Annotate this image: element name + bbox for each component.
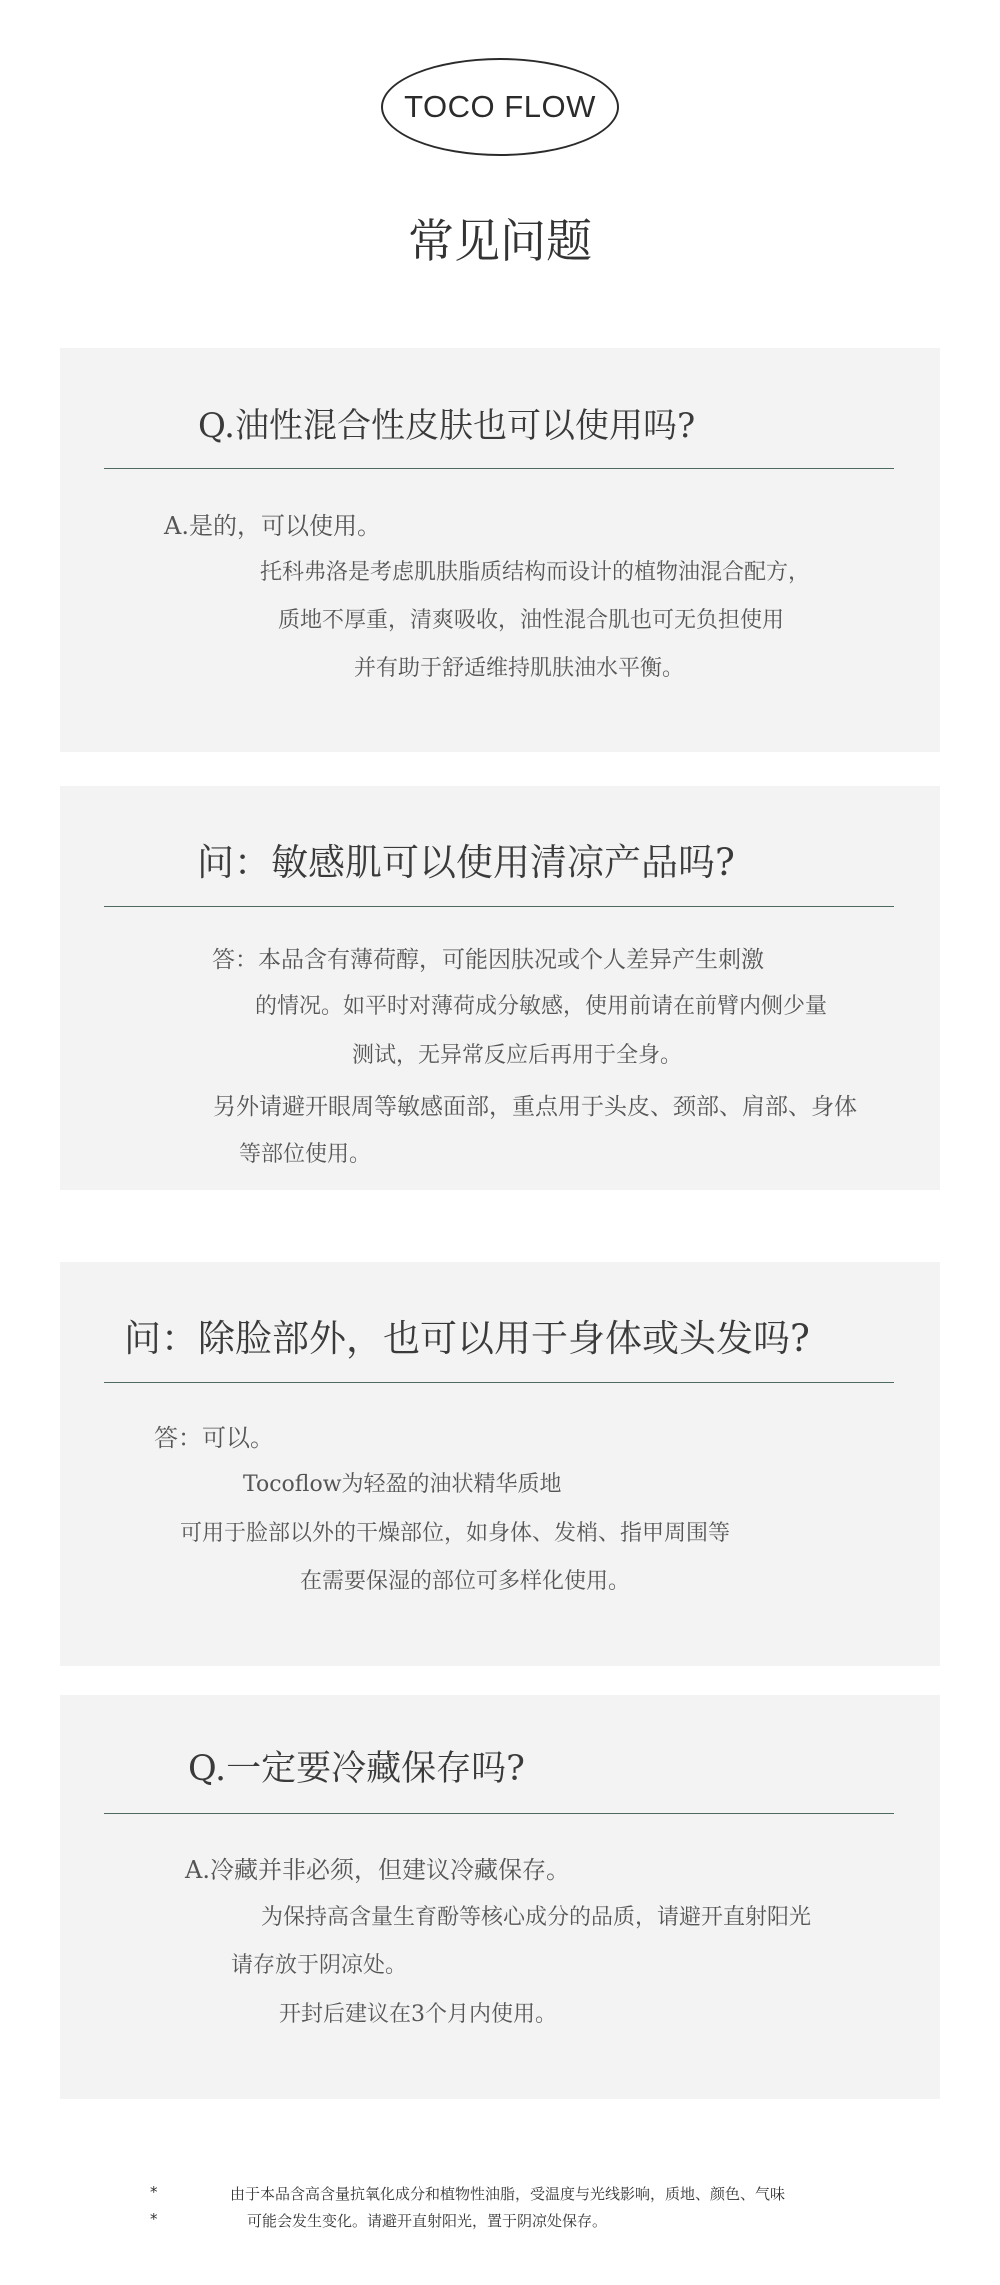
faq-answer-line: 答：本品含有薄荷醇，可能因肤况或个人差异产生刺激: [212, 947, 764, 973]
faq-answer-line: 答：可以。: [154, 1424, 274, 1452]
faq-divider: [104, 1813, 894, 1814]
footnote-marker: *: [150, 2183, 158, 2201]
faq-question: 问：敏感肌可以使用清凉产品吗?: [197, 841, 735, 884]
faq-answer-line: 可用于脸部以外的干燥部位，如身体、发梢、指甲周围等: [180, 1521, 731, 1546]
footnote-line: 由于本品含高含量抗氧化成分和植物性油脂，受温度与光线影响，质地、颜色、气味: [230, 2185, 786, 2203]
faq-divider: [104, 906, 894, 907]
faq-divider: [104, 1382, 894, 1383]
faq-answer-line: 的情况。如平时对薄荷成分敏感，使用前请在前臂内侧少量: [255, 994, 828, 1019]
faq-question: Q.油性混合性皮肤也可以使用吗?: [198, 406, 696, 446]
faq-answer-line: 请存放于阴凉处。: [231, 1953, 408, 1978]
faq-answer-line: 质地不厚重，清爽吸收，油性混合肌也可无负担使用: [278, 608, 785, 633]
faq-question: Q.一定要冷藏保存吗?: [188, 1749, 525, 1789]
faq-question: 问：除脸部外，也可以用于身体或头发吗?: [124, 1317, 810, 1360]
faq-card-oily-skin: [60, 348, 940, 752]
faq-answer-line: Tocoflow为轻盈的油状精华质地: [243, 1472, 562, 1497]
faq-answer-line: 并有助于舒适维持肌肤油水平衡。: [354, 656, 685, 681]
faq-answer-line: 托科弗洛是考虑肌肤脂质结构而设计的植物油混合配方，: [260, 560, 811, 585]
faq-answer-line: A.冷藏并非必须，但建议冷藏保存。: [185, 1856, 570, 1884]
faq-divider: [104, 468, 894, 469]
brand-logo: [381, 58, 619, 156]
faq-answer-line: 测试，无异常反应后再用于全身。: [352, 1043, 683, 1068]
faq-card-refrigeration: [60, 1695, 940, 2099]
faq-answer-line: 为保持高含量生育酚等核心成分的品质，请避开直射阳光: [261, 1905, 812, 1930]
footnote-marker: *: [150, 2210, 158, 2228]
faq-answer-line: 等部位使用。: [239, 1142, 372, 1167]
faq-answer-line: A.是的，可以使用。: [164, 512, 381, 540]
faq-answer-line: 在需要保湿的部位可多样化使用。: [300, 1569, 631, 1594]
footnote-line: 可能会发生变化。请避开直射阳光，置于阴凉处保存。: [247, 2212, 608, 2230]
page-title: 常见问题: [408, 214, 592, 268]
brand-logo-text: TOCO FLOW: [404, 89, 596, 124]
faq-answer-line: 另外请避开眼周等敏感面部，重点用于头皮、颈部、肩部、身体: [213, 1094, 857, 1120]
faq-answer-line: 开封后建议在3个月内使用。: [279, 2002, 557, 2027]
faq-card-body-hair: [60, 1262, 940, 1666]
faq-card-sensitive-skin: [60, 786, 940, 1190]
